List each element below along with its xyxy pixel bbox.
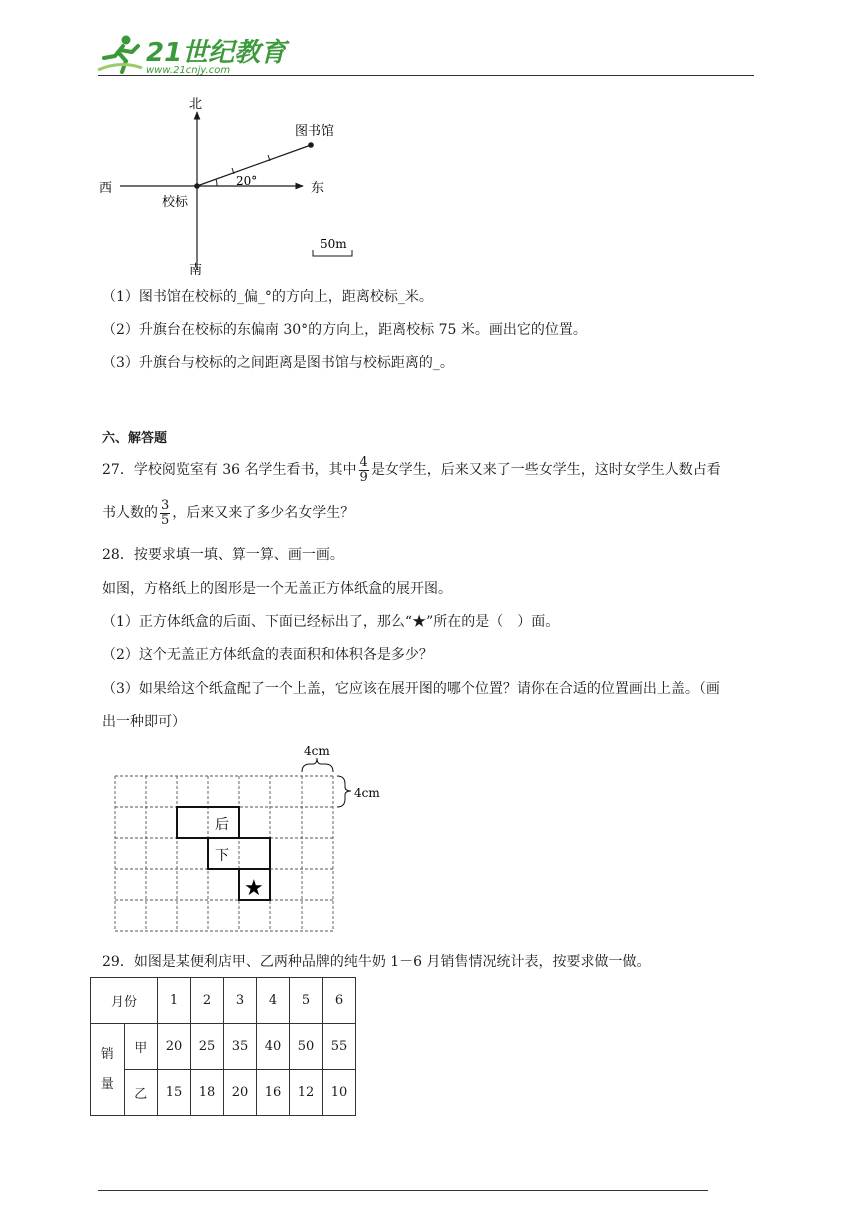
month-cell: 3 <box>224 978 257 1024</box>
origin-label: 校标 <box>162 195 189 210</box>
month-cell: 6 <box>323 978 356 1024</box>
q26-part-3: （3）升旗台与校标的之间距离是图书馆与校标距离的_。 <box>102 355 454 371</box>
library-label: 图书馆 <box>295 124 335 139</box>
origin-point <box>194 183 200 189</box>
q28-part-1: （1）正方体纸盒的后面、下面已经标出了，那么“★”所在的是（ ）面。 <box>102 614 560 630</box>
library-point <box>308 142 314 148</box>
logo-sub: www.21cnjy.com <box>146 65 231 76</box>
q27-line-1 <box>102 452 721 488</box>
star-icon: ★ <box>244 876 264 901</box>
sales-label <box>91 1024 125 1116</box>
east-label: 东 <box>311 181 325 196</box>
value-cell: 12 <box>290 1070 323 1116</box>
compass-diagram <box>90 90 370 285</box>
sales-label-2: 量 <box>100 1076 114 1092</box>
month-cell: 1 <box>158 978 191 1024</box>
logo-main: 21世纪教育 <box>146 38 287 68</box>
section-title: 六、解答题 <box>102 431 168 446</box>
q27-line-2 <box>102 495 354 531</box>
brand-cell: 乙 <box>124 1070 158 1116</box>
q26-part-1: （1）图书馆在校标的_偏_°的方向上，距离校标_米。 <box>102 289 433 305</box>
face-back-label: 后 <box>215 817 229 833</box>
face-bottom-label: 下 <box>215 848 229 864</box>
north-label: 北 <box>189 97 203 112</box>
dim-top-label: 4cm <box>304 744 330 758</box>
angle-arc <box>216 179 217 186</box>
value-cell: 18 <box>191 1070 224 1116</box>
fraction-numerator: 3 <box>161 497 170 513</box>
q27-text-1: 27．学校阅览室有 36 名学生看书，其中 <box>102 462 357 478</box>
angle-label: 20° <box>236 174 258 188</box>
q26-part-2: （2）升旗台在校标的东偏南 30°的方向上，距离校标 75 米。画出它的位置。 <box>102 322 587 338</box>
top-brace <box>302 758 333 772</box>
month-header: 月份 <box>91 978 158 1024</box>
q27-text-4: ，后来又来了多少名女学生？ <box>172 505 355 521</box>
sales-label-1: 销 <box>100 1046 114 1062</box>
q28-part-2: （2）这个无盖正方体纸盒的表面积和体积各是多少？ <box>102 647 433 663</box>
q28-part-3b: 出一种即可） <box>102 714 186 730</box>
value-cell: 15 <box>158 1070 191 1116</box>
table-header-row <box>91 978 356 1024</box>
fraction-denominator: 5 <box>161 512 170 528</box>
value-cell: 50 <box>290 1024 323 1070</box>
value-cell: 16 <box>257 1070 290 1116</box>
q28-title: 28．按要求填一填、算一算、画一画。 <box>102 547 344 563</box>
fraction-numerator: 4 <box>359 454 368 470</box>
value-cell: 20 <box>224 1070 257 1116</box>
value-cell: 10 <box>323 1070 356 1116</box>
q28-intro: 如图，方格纸上的图形是一个无盖正方体纸盒的展开图。 <box>102 581 452 597</box>
value-cell: 55 <box>323 1024 356 1070</box>
scale-label: 50m <box>320 237 347 251</box>
q27-text-3: 书人数的 <box>102 505 158 521</box>
q27-text-2: 是女学生，后来又来了一些女学生，这时女学生人数占看 <box>370 462 721 478</box>
q29-title: 29．如图是某便利店甲、乙两种品牌的纯牛奶 1－6 月销售情况统计表，按要求做一做。 <box>102 954 651 970</box>
fraction-three-fifths <box>160 499 170 528</box>
value-cell: 35 <box>224 1024 257 1070</box>
fraction-denominator: 9 <box>359 469 368 485</box>
month-cell: 4 <box>257 978 290 1024</box>
west-label: 西 <box>99 181 113 196</box>
table-row <box>91 1070 356 1116</box>
runner-logo-icon <box>96 34 144 74</box>
cube-net-grid <box>110 740 400 940</box>
fraction-four-ninths <box>359 456 369 485</box>
dim-right-label: 4cm <box>354 786 380 800</box>
footer-rule <box>98 1190 708 1191</box>
value-cell: 25 <box>191 1024 224 1070</box>
table-row <box>91 1024 356 1070</box>
q28-part-3a: （3）如果给这个纸盒配了一个上盖，它应该在展开图的哪个位置？请你在合适的位置画出上盖。（画 <box>102 681 720 697</box>
value-cell: 20 <box>158 1024 191 1070</box>
value-cell: 40 <box>257 1024 290 1070</box>
brand-cell: 甲 <box>124 1024 158 1070</box>
month-cell: 5 <box>290 978 323 1024</box>
header-rule <box>98 75 754 76</box>
month-cell: 2 <box>191 978 224 1024</box>
right-brace <box>337 776 351 807</box>
sales-table <box>90 977 356 1116</box>
south-label: 南 <box>189 263 203 278</box>
